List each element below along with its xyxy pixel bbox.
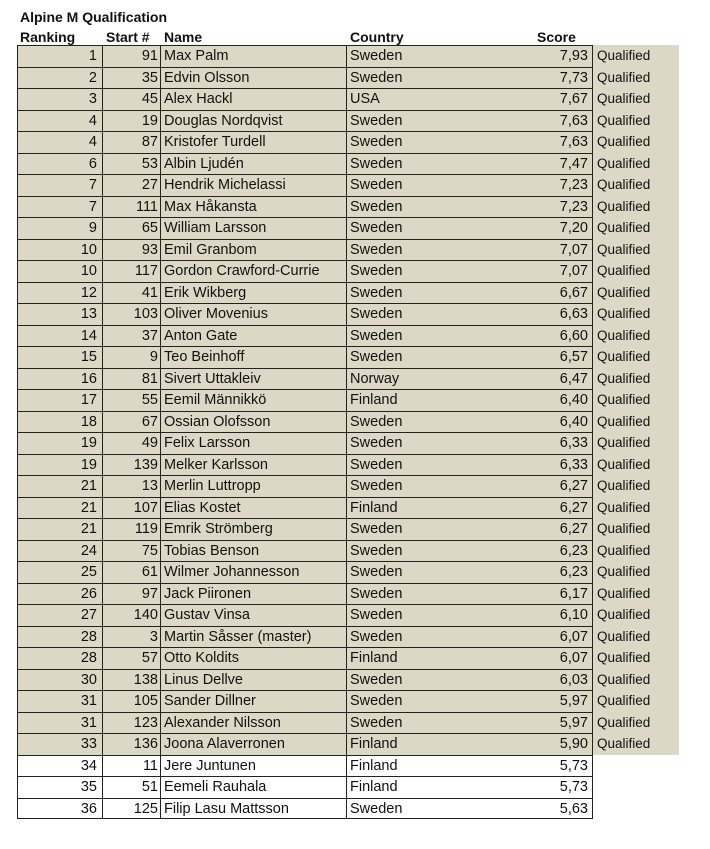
start-number-cell: 138 <box>103 669 161 691</box>
status-label: Qualified <box>593 647 679 669</box>
score-cell: 6,40 <box>547 389 593 411</box>
start-number-cell: 27 <box>103 174 161 196</box>
start-number-cell: 51 <box>103 776 161 798</box>
country-cell: Sweden <box>347 604 593 626</box>
rank-cell: 21 <box>17 518 103 540</box>
status-label: Qualified <box>593 196 679 218</box>
rank-cell: 26 <box>17 583 103 605</box>
rank-cell: 24 <box>17 540 103 562</box>
score-cell: 7,07 <box>547 260 593 282</box>
name-cell: Gustav Vinsa <box>161 604 347 626</box>
start-number-cell: 139 <box>103 454 161 476</box>
header-score: Score <box>537 29 576 45</box>
country-cell: Sweden <box>347 561 593 583</box>
start-number-cell: 67 <box>103 411 161 433</box>
score-cell: 6,33 <box>547 432 593 454</box>
name-cell: Melker Karlsson <box>161 454 347 476</box>
score-cell: 6,23 <box>547 561 593 583</box>
rank-cell: 10 <box>17 260 103 282</box>
score-cell: 6,47 <box>547 368 593 390</box>
rank-cell: 13 <box>17 303 103 325</box>
score-cell: 7,93 <box>547 45 593 67</box>
country-cell: Sweden <box>347 174 593 196</box>
start-number-cell: 91 <box>103 45 161 67</box>
name-cell: Alexander Nilsson <box>161 712 347 734</box>
start-number-cell: 140 <box>103 604 161 626</box>
country-cell: Sweden <box>347 518 593 540</box>
score-cell: 6,67 <box>547 282 593 304</box>
start-number-cell: 65 <box>103 217 161 239</box>
start-number-cell: 107 <box>103 497 161 519</box>
name-cell: Teo Beinhoff <box>161 346 347 368</box>
rank-cell: 19 <box>17 432 103 454</box>
start-number-cell: 136 <box>103 733 161 755</box>
rank-cell: 4 <box>17 110 103 132</box>
rank-cell: 31 <box>17 712 103 734</box>
start-number-cell: 55 <box>103 389 161 411</box>
start-number-cell: 35 <box>103 67 161 89</box>
score-cell: 7,23 <box>547 174 593 196</box>
start-number-cell: 11 <box>103 755 161 777</box>
status-label: Qualified <box>593 690 679 712</box>
name-cell: Sivert Uttakleiv <box>161 368 347 390</box>
rank-cell: 2 <box>17 67 103 89</box>
country-cell: Sweden <box>347 153 593 175</box>
score-cell: 6,10 <box>547 604 593 626</box>
rank-cell: 14 <box>17 325 103 347</box>
score-cell: 7,20 <box>547 217 593 239</box>
score-cell: 7,47 <box>547 153 593 175</box>
start-number-cell: 19 <box>103 110 161 132</box>
score-cell: 6,57 <box>547 346 593 368</box>
rank-cell: 30 <box>17 669 103 691</box>
status-label: Qualified <box>593 131 679 153</box>
score-cell: 6,63 <box>547 303 593 325</box>
name-cell: Emil Granbom <box>161 239 347 261</box>
country-cell: Sweden <box>347 454 593 476</box>
score-cell: 5,63 <box>547 798 593 820</box>
name-cell: Oliver Movenius <box>161 303 347 325</box>
header-name: Name <box>164 29 203 45</box>
rank-cell: 7 <box>17 196 103 218</box>
country-cell: Sweden <box>347 131 593 153</box>
status-label: Qualified <box>593 325 679 347</box>
status-label: Qualified <box>593 497 679 519</box>
name-cell: Ossian Olofsson <box>161 411 347 433</box>
status-label: Qualified <box>593 432 679 454</box>
start-number-cell: 45 <box>103 88 161 110</box>
start-number-cell: 93 <box>103 239 161 261</box>
status-label: Qualified <box>593 346 679 368</box>
score-cell: 5,73 <box>547 776 593 798</box>
score-cell: 7,07 <box>547 239 593 261</box>
start-number-cell: 41 <box>103 282 161 304</box>
name-cell: Tobias Benson <box>161 540 347 562</box>
rank-cell: 34 <box>17 755 103 777</box>
header-start: Start # <box>106 29 150 45</box>
name-cell: Elias Kostet <box>161 497 347 519</box>
rank-cell: 28 <box>17 626 103 648</box>
status-label: Qualified <box>593 260 679 282</box>
name-cell: Hendrik Michelassi <box>161 174 347 196</box>
status-label: Qualified <box>593 518 679 540</box>
status-label: Qualified <box>593 454 679 476</box>
status-label: Qualified <box>593 368 679 390</box>
rank-cell: 28 <box>17 647 103 669</box>
rank-cell: 33 <box>17 733 103 755</box>
status-label: Qualified <box>593 217 679 239</box>
start-number-cell: 37 <box>103 325 161 347</box>
rank-cell: 10 <box>17 239 103 261</box>
country-cell: Sweden <box>347 303 593 325</box>
rank-cell: 9 <box>17 217 103 239</box>
country-cell: Sweden <box>347 239 593 261</box>
status-label: Qualified <box>593 712 679 734</box>
country-cell: Sweden <box>347 45 593 67</box>
name-cell: Max Håkansta <box>161 196 347 218</box>
name-cell: Otto Koldits <box>161 647 347 669</box>
country-cell: Sweden <box>347 712 593 734</box>
status-label: Qualified <box>593 583 679 605</box>
score-cell: 6,33 <box>547 454 593 476</box>
name-cell: Alex Hackl <box>161 88 347 110</box>
country-cell: Sweden <box>347 217 593 239</box>
score-cell: 6,40 <box>547 411 593 433</box>
start-number-cell: 87 <box>103 131 161 153</box>
name-cell: Douglas Nordqvist <box>161 110 347 132</box>
start-number-cell: 119 <box>103 518 161 540</box>
name-cell: Eemil Männikkö <box>161 389 347 411</box>
name-cell: Albin Ljudén <box>161 153 347 175</box>
country-cell: Finland <box>347 755 593 777</box>
country-cell: Sweden <box>347 196 593 218</box>
start-number-cell: 125 <box>103 798 161 820</box>
score-cell: 7,63 <box>547 131 593 153</box>
status-label: Qualified <box>593 389 679 411</box>
status-label: Qualified <box>593 239 679 261</box>
country-cell: Sweden <box>347 626 593 648</box>
start-number-cell: 97 <box>103 583 161 605</box>
score-cell: 7,73 <box>547 67 593 89</box>
status-label: Qualified <box>593 411 679 433</box>
page-title: Alpine M Qualification <box>20 9 168 25</box>
rank-cell: 16 <box>17 368 103 390</box>
name-cell: Edvin Olsson <box>161 67 347 89</box>
name-cell: Kristofer Turdell <box>161 131 347 153</box>
name-cell: Eemeli Rauhala <box>161 776 347 798</box>
status-label: Qualified <box>593 561 679 583</box>
country-cell: Sweden <box>347 690 593 712</box>
status-label: Qualified <box>593 88 679 110</box>
rank-cell: 21 <box>17 475 103 497</box>
name-cell: Jack Piironen <box>161 583 347 605</box>
start-number-cell: 61 <box>103 561 161 583</box>
rank-cell: 15 <box>17 346 103 368</box>
start-number-cell: 57 <box>103 647 161 669</box>
rank-cell: 12 <box>17 282 103 304</box>
name-cell: Joona Alaverronen <box>161 733 347 755</box>
status-label: Qualified <box>593 540 679 562</box>
start-number-cell: 81 <box>103 368 161 390</box>
country-cell: Sweden <box>347 67 593 89</box>
rank-cell: 3 <box>17 88 103 110</box>
name-cell: Erik Wikberg <box>161 282 347 304</box>
status-label: Qualified <box>593 303 679 325</box>
name-cell: Martin Såsser (master) <box>161 626 347 648</box>
country-cell: Finland <box>347 389 593 411</box>
header-ranking: Ranking <box>20 29 76 45</box>
rank-cell: 17 <box>17 389 103 411</box>
country-cell: Sweden <box>347 411 593 433</box>
start-number-cell: 117 <box>103 260 161 282</box>
rank-cell: 18 <box>17 411 103 433</box>
rank-cell: 7 <box>17 174 103 196</box>
score-cell: 5,73 <box>547 755 593 777</box>
name-cell: Sander Dillner <box>161 690 347 712</box>
score-cell: 5,97 <box>547 712 593 734</box>
country-cell: Sweden <box>347 798 593 820</box>
country-cell: USA <box>347 88 593 110</box>
country-cell: Sweden <box>347 583 593 605</box>
score-cell: 6,17 <box>547 583 593 605</box>
status-label: Qualified <box>593 733 679 755</box>
status-label: Qualified <box>593 282 679 304</box>
rank-cell: 21 <box>17 497 103 519</box>
country-cell: Finland <box>347 733 593 755</box>
status-label: Qualified <box>593 669 679 691</box>
score-cell: 6,60 <box>547 325 593 347</box>
name-cell: William Larsson <box>161 217 347 239</box>
status-label: Qualified <box>593 153 679 175</box>
rank-cell: 25 <box>17 561 103 583</box>
country-cell: Sweden <box>347 540 593 562</box>
score-cell: 6,27 <box>547 518 593 540</box>
start-number-cell: 13 <box>103 475 161 497</box>
score-cell: 7,67 <box>547 88 593 110</box>
country-cell: Sweden <box>347 282 593 304</box>
name-cell: Linus Dellve <box>161 669 347 691</box>
rank-cell: 31 <box>17 690 103 712</box>
start-number-cell: 75 <box>103 540 161 562</box>
name-cell: Merlin Luttropp <box>161 475 347 497</box>
rank-cell: 19 <box>17 454 103 476</box>
country-cell: Finland <box>347 647 593 669</box>
country-cell: Sweden <box>347 432 593 454</box>
score-cell: 6,23 <box>547 540 593 562</box>
start-number-cell: 3 <box>103 626 161 648</box>
start-number-cell: 49 <box>103 432 161 454</box>
country-cell: Sweden <box>347 669 593 691</box>
country-cell: Finland <box>347 497 593 519</box>
status-label: Qualified <box>593 174 679 196</box>
rank-cell: 27 <box>17 604 103 626</box>
score-cell: 6,07 <box>547 647 593 669</box>
score-cell: 6,03 <box>547 669 593 691</box>
country-cell: Sweden <box>347 475 593 497</box>
score-cell: 5,90 <box>547 733 593 755</box>
name-cell: Filip Lasu Mattsson <box>161 798 347 820</box>
name-cell: Wilmer Johannesson <box>161 561 347 583</box>
status-label: Qualified <box>593 67 679 89</box>
score-cell: 6,27 <box>547 497 593 519</box>
name-cell: Anton Gate <box>161 325 347 347</box>
score-cell: 7,63 <box>547 110 593 132</box>
rank-cell: 35 <box>17 776 103 798</box>
rank-cell: 6 <box>17 153 103 175</box>
country-cell: Sweden <box>347 260 593 282</box>
start-number-cell: 53 <box>103 153 161 175</box>
rank-cell: 1 <box>17 45 103 67</box>
start-number-cell: 123 <box>103 712 161 734</box>
country-cell: Finland <box>347 776 593 798</box>
country-cell: Sweden <box>347 110 593 132</box>
country-cell: Norway <box>347 368 593 390</box>
name-cell: Jere Juntunen <box>161 755 347 777</box>
start-number-cell: 105 <box>103 690 161 712</box>
status-label: Qualified <box>593 626 679 648</box>
start-number-cell: 9 <box>103 346 161 368</box>
name-cell: Max Palm <box>161 45 347 67</box>
start-number-cell: 111 <box>103 196 161 218</box>
status-label: Qualified <box>593 45 679 67</box>
header-country: Country <box>350 29 404 45</box>
rank-cell: 36 <box>17 798 103 820</box>
start-number-cell: 103 <box>103 303 161 325</box>
name-cell: Gordon Crawford-Currie <box>161 260 347 282</box>
rank-cell: 4 <box>17 131 103 153</box>
name-cell: Emrik Strömberg <box>161 518 347 540</box>
status-label: Qualified <box>593 475 679 497</box>
status-label: Qualified <box>593 110 679 132</box>
score-cell: 7,23 <box>547 196 593 218</box>
score-cell: 6,07 <box>547 626 593 648</box>
country-cell: Sweden <box>347 325 593 347</box>
score-cell: 5,97 <box>547 690 593 712</box>
name-cell: Felix Larsson <box>161 432 347 454</box>
status-label: Qualified <box>593 604 679 626</box>
country-cell: Sweden <box>347 346 593 368</box>
score-cell: 6,27 <box>547 475 593 497</box>
